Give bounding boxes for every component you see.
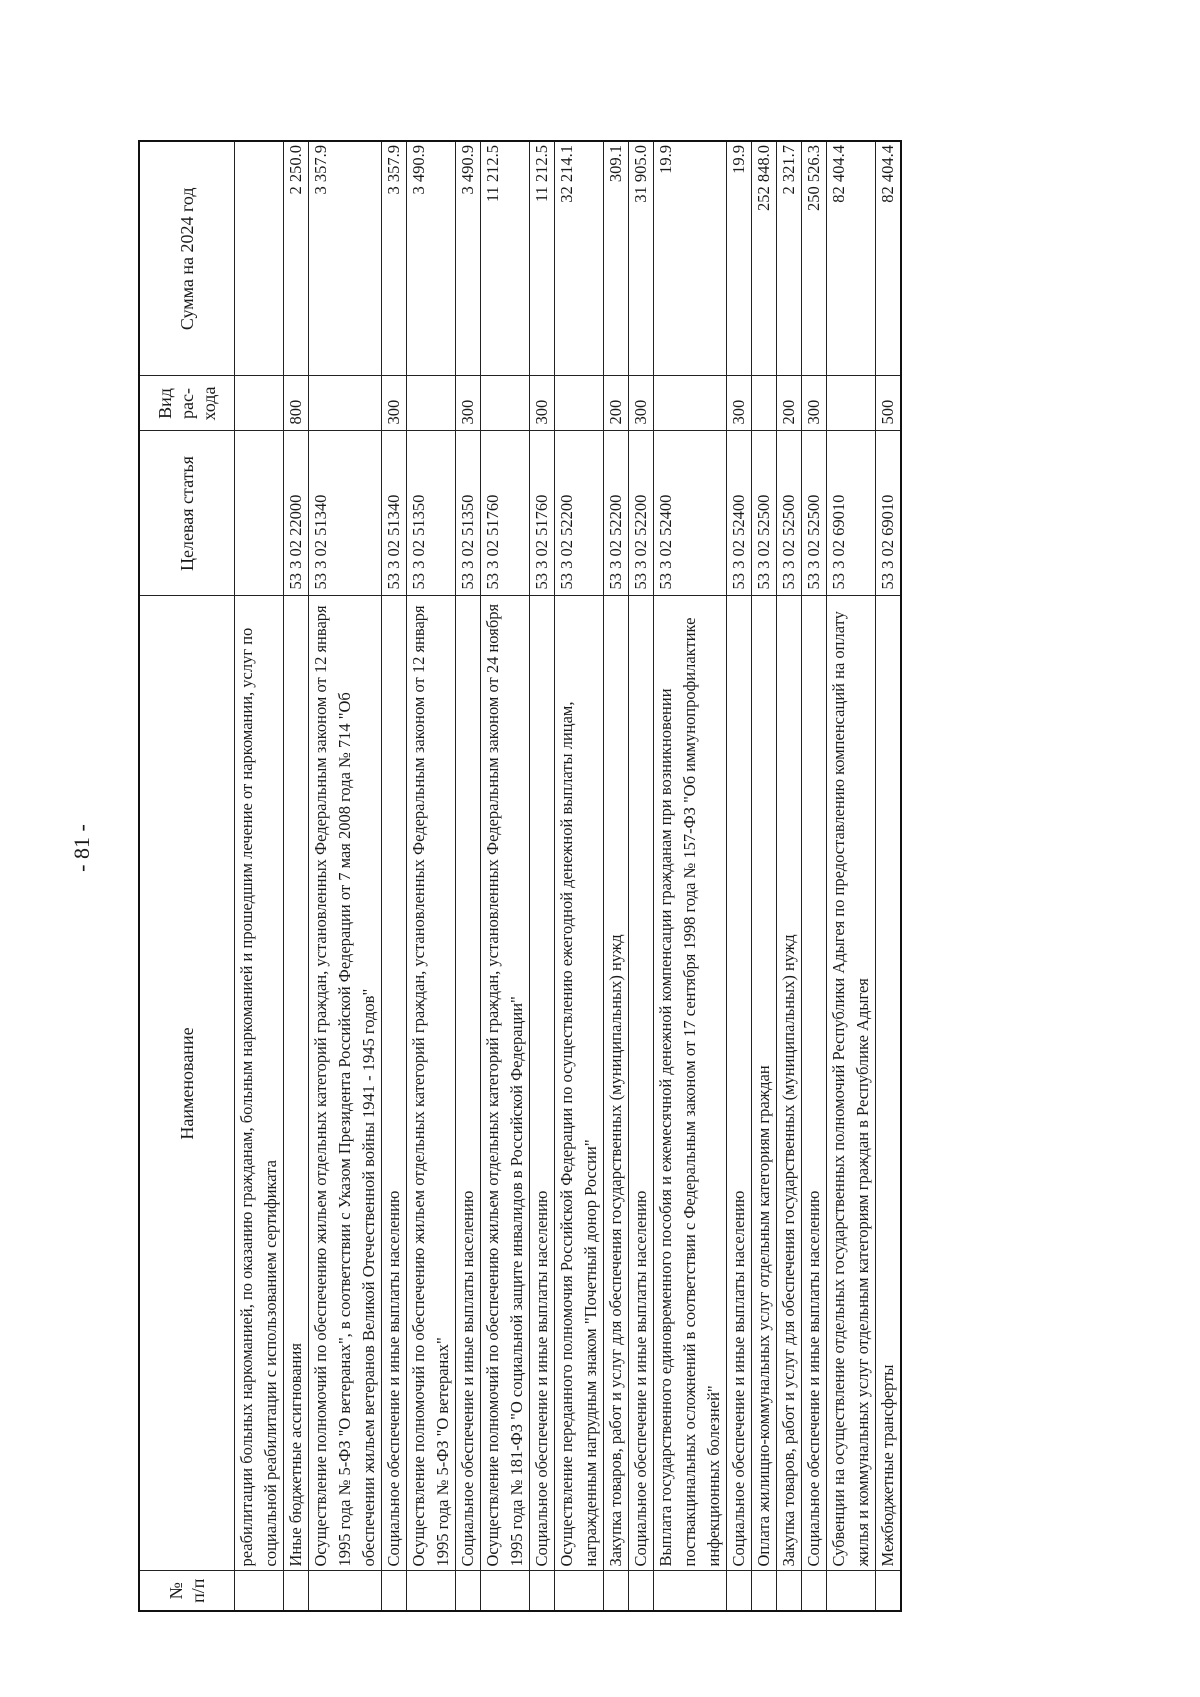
table-row [777,141,802,1611]
cell-target-code: 53 3 02 52400 [654,431,727,596]
cell-target-code: 53 3 02 69010 [827,431,876,596]
table-row [876,141,902,1611]
cell-expense-kind: 300 [629,376,654,431]
cell-target-code: 53 3 02 52500 [752,431,777,596]
cell-name: реабилитации больных наркоманией, по оказанию гражданам, больным наркоманией и прошедшим лечение от наркомании, услуг по социальной реабилитации с использованием сертификата [235,596,284,1571]
cell-target-code: 53 3 02 52500 [777,431,802,596]
cell-sum: 2 321.7 [777,141,802,376]
cell-name: Закупка товаров, работ и услуг для обеспечения государственных (муниципальных) нужд [604,596,629,1571]
cell-expense-kind [827,376,876,431]
cell-sum [235,141,284,376]
cell-target-code: 53 3 02 51760 [481,431,530,596]
cell-name: Иные бюджетные ассигнования [284,596,309,1571]
table-row [827,141,876,1611]
cell-num [654,1571,727,1611]
cell-name: Выплата государственного единовременного пособия и ежемесячной денежной компенсации гражданам при возникновении поствакцинальных осложнений в соответствии с Федеральным законом от 17 сентября 1998 года № 157-ФЗ "Об иммунопрофилактике инфекционных болезней" [654,596,727,1571]
cell-expense-kind: 300 [456,376,481,431]
table-row [752,141,777,1611]
cell-sum: 309.1 [604,141,629,376]
cell-target-code: 53 3 02 51350 [456,431,481,596]
table-header-row [139,141,235,1611]
cell-num [456,1571,481,1611]
cell-sum: 3 357.9 [309,141,382,376]
cell-sum: 3 490.9 [407,141,456,376]
cell-num [235,1571,284,1611]
cell-num [777,1571,802,1611]
cell-name: Оплата жилищно-коммунальных услуг отдельным категориям граждан [752,596,777,1571]
table-row [407,141,456,1611]
cell-expense-kind: 800 [284,376,309,431]
table-row [530,141,555,1611]
cell-expense-kind: 300 [382,376,407,431]
cell-num [407,1571,456,1611]
cell-expense-kind [235,376,284,431]
header-sum: Сумма на 2024 год [139,141,235,376]
cell-sum: 19.9 [727,141,752,376]
cell-target-code: 53 3 02 51350 [407,431,456,596]
cell-expense-kind [481,376,530,431]
cell-target-code: 53 3 02 52500 [802,431,827,596]
cell-expense-kind [407,376,456,431]
cell-num [802,1571,827,1611]
page-number: - 81 - [69,824,94,872]
cell-target-code: 53 3 02 52400 [727,431,752,596]
cell-target-code: 53 3 02 22000 [284,431,309,596]
cell-sum: 3 357.9 [382,141,407,376]
cell-name: Социальное обеспечение и иные выплаты населению [629,596,654,1571]
table-row [629,141,654,1611]
cell-target-code: 53 3 02 51340 [309,431,382,596]
cell-num [727,1571,752,1611]
cell-target-code: 53 3 02 52200 [555,431,604,596]
cell-name: Социальное обеспечение и иные выплаты населению [382,596,407,1571]
table-row [456,141,481,1611]
cell-target-code: 53 3 02 51760 [530,431,555,596]
cell-sum: 3 490.9 [456,141,481,376]
table-row [481,141,530,1611]
header-expense-kind: Вид рас- хода [139,376,235,431]
cell-num [530,1571,555,1611]
table-row [604,141,629,1611]
cell-sum: 2 250.0 [284,141,309,376]
cell-sum: 19.9 [654,141,727,376]
cell-name: Осуществление полномочий по обеспечению жильем отдельных категорий граждан, установленных Федеральным законом от 12 января 1995 года № 5-ФЗ "О ветеранах" [407,596,456,1571]
cell-sum: 32 214.1 [555,141,604,376]
header-num: № п/п [139,1571,235,1611]
cell-num [876,1571,902,1611]
cell-name: Социальное обеспечение и иные выплаты населению [530,596,555,1571]
cell-name: Осуществление полномочий по обеспечению жильем отдельных категорий граждан, установленных Федеральным законом от 12 января 1995 года № 5-ФЗ "О ветеранах", в соответствии с Указом Президента Российской Федерации от 7 мая 2008 года № 714 "Об обеспечении жильем ветеранов Великой Отечественной войны 1941 - 1945 годов" [309,596,382,1571]
cell-expense-kind: 300 [727,376,752,431]
header-target-code: Целевая статья [139,431,235,596]
cell-name: Социальное обеспечение и иные выплаты населению [456,596,481,1571]
table-row [284,141,309,1611]
cell-sum: 252 848.0 [752,141,777,376]
cell-num [752,1571,777,1611]
cell-sum: 31 905.0 [629,141,654,376]
table-row [654,141,727,1611]
table-row [382,141,407,1611]
cell-target-code: 53 3 02 51340 [382,431,407,596]
cell-expense-kind [555,376,604,431]
cell-expense-kind: 200 [777,376,802,431]
cell-sum: 11 212.5 [530,141,555,376]
cell-name: Закупка товаров, работ и услуг для обеспечения государственных (муниципальных) нужд [777,596,802,1571]
cell-name: Социальное обеспечение и иные выплаты населению [727,596,752,1571]
cell-num [284,1571,309,1611]
cell-expense-kind [309,376,382,431]
cell-name: Субвенции на осуществление отдельных государственных полномочий Республики Адыгея по предоставлению компенсаций на оплату жилья и коммунальных услуг отдельным категориям граждан в Республике Адыгея [827,596,876,1571]
cell-sum: 82 404.4 [827,141,876,376]
cell-expense-kind [654,376,727,431]
cell-expense-kind: 500 [876,376,902,431]
cell-target-code [235,431,284,596]
table-row [802,141,827,1611]
cell-expense-kind: 200 [604,376,629,431]
cell-expense-kind [752,376,777,431]
rotated-page-content [138,142,1068,1612]
budget-table [138,140,902,1612]
table-row [727,141,752,1611]
cell-num [555,1571,604,1611]
cell-num [309,1571,382,1611]
cell-target-code: 53 3 02 69010 [876,431,902,596]
table-body [235,141,902,1611]
cell-expense-kind: 300 [530,376,555,431]
cell-num [629,1571,654,1611]
cell-num [382,1571,407,1611]
cell-name: Осуществление полномочий по обеспечению жильем отдельных категорий граждан, установленных Федеральным законом от 24 ноября 1995 года № 181-ФЗ "О социальной защите инвалидов в Российской Федерации" [481,596,530,1571]
cell-name: Межбюджетные трансферты [876,596,902,1571]
table-row [555,141,604,1611]
cell-target-code: 53 3 02 52200 [629,431,654,596]
cell-expense-kind: 300 [802,376,827,431]
cell-target-code: 53 3 02 52200 [604,431,629,596]
cell-sum: 82 404.4 [876,141,902,376]
cell-name: Осуществление переданного полномочия Российской Федерации по осуществлению ежегодной денежной выплаты лицам, награжденным нагрудным знаком "Почетный донор России" [555,596,604,1571]
header-name: Наименование [139,596,235,1571]
cell-name: Социальное обеспечение и иные выплаты населению [802,596,827,1571]
cell-num [604,1571,629,1611]
table-row [235,141,284,1611]
cell-num [481,1571,530,1611]
cell-sum: 250 526.3 [802,141,827,376]
cell-num [827,1571,876,1611]
table-row [309,141,382,1611]
cell-sum: 11 212.5 [481,141,530,376]
